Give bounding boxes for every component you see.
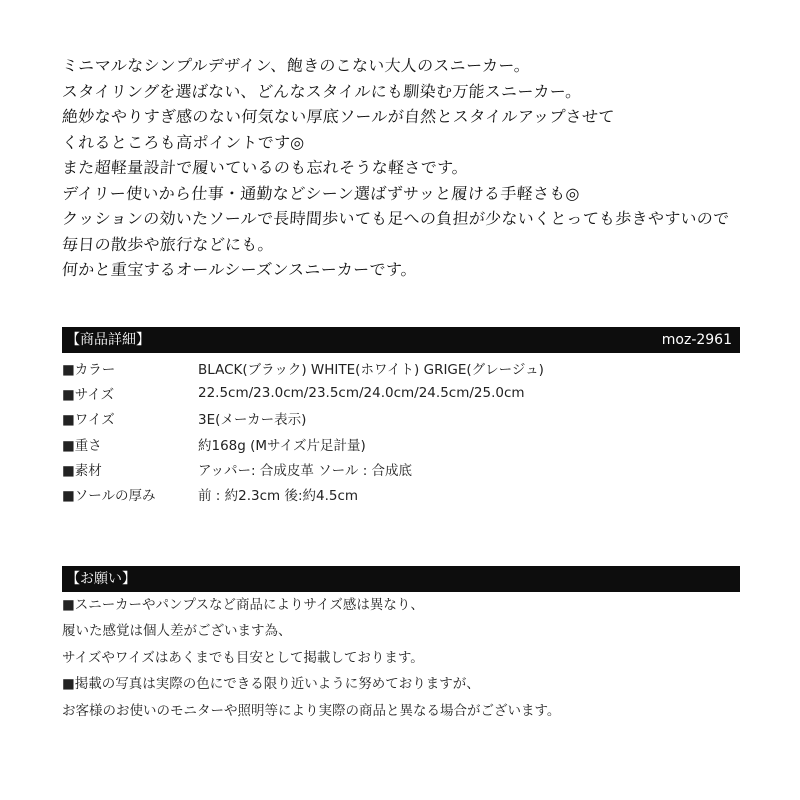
spec-row-sole-thickness	[62, 481, 742, 506]
description-line: ミニマルなシンプルデザイン、飽きのこない大人のスニーカー。	[61, 56, 531, 75]
request-header-bar	[62, 566, 740, 592]
spec-label: ■サイズ	[62, 386, 115, 403]
spec-row-color	[62, 355, 742, 380]
spec-value: 前 : 約2.3cm 後:約4.5cm	[198, 488, 359, 505]
note-line: サイズやワイズはあくまでも目安として掲載しております。	[62, 649, 424, 666]
description-line: くれるところも高ポイントです◎	[61, 132, 306, 152]
spec-value: アッパー: 合成皮革 ソール : 合成底	[198, 462, 413, 479]
note-line: ■掲載の写真は実際の色にできる限り近いように努めておりますが、	[62, 676, 480, 693]
spec-row-weight	[62, 431, 742, 456]
note-line: 履いた感覚は個人差がございます為、	[62, 623, 292, 640]
description-line: 毎日の散歩や旅行などにも。	[61, 234, 275, 254]
spec-table	[62, 355, 742, 507]
request-heading: 【お願い】	[66, 571, 136, 587]
description-line: 絶妙なやりすぎ感のない何気ない厚底ソールが自然とスタイルアップさせて	[61, 107, 616, 126]
details-heading: 【商品詳細】	[66, 332, 150, 348]
spec-row-width	[62, 406, 742, 431]
note-line: ■スニーカーやパンプスなど商品によりサイズ感は異なり、	[62, 597, 424, 613]
description-line: スタイリングを選ばない、どんなスタイルにも馴染む万能スニーカー。	[61, 81, 583, 101]
description-line: 何かと重宝するオールシーズンスニーカーです。	[61, 260, 418, 279]
spec-label: ■カラー	[62, 361, 116, 378]
note-line: お客様のお使いのモニターや照明等により実際の商品と異なる場合がございます。	[62, 702, 561, 719]
spec-value: 22.5cm/23.0cm/23.5cm/24.0cm/24.5cm/25.0cm	[198, 384, 525, 401]
spec-value: BLACK(ブラック) WHITE(ホワイト) GRIGE(グレージュ)	[198, 361, 544, 378]
spec-label: ■ソールの厚み	[62, 488, 156, 505]
request-notes	[62, 592, 752, 724]
description-line: デイリー使いから仕事・通勤などシーン選ばずサッと履ける手軽さも◎	[61, 183, 581, 203]
spec-label: ■ワイズ	[62, 412, 115, 429]
product-description	[62, 53, 782, 283]
description-line: また超軽量設計で履いているのも忘れそうな軽さです。	[61, 158, 469, 177]
description-line: クッションの効いたソールで長時間歩いても足への負担が少ないくとっても歩きやすいので	[61, 209, 731, 228]
spec-label: ■重さ	[62, 437, 102, 454]
spec-row-material	[62, 456, 742, 481]
product-code: moz-2961	[661, 332, 732, 348]
spec-row-size	[62, 380, 742, 405]
spec-label: ■素材	[62, 462, 102, 479]
details-header-bar	[62, 327, 740, 353]
spec-value: 約168g (Mサイズ片足計量)	[198, 437, 366, 454]
spec-value: 3E(メーカー表示)	[198, 412, 307, 429]
